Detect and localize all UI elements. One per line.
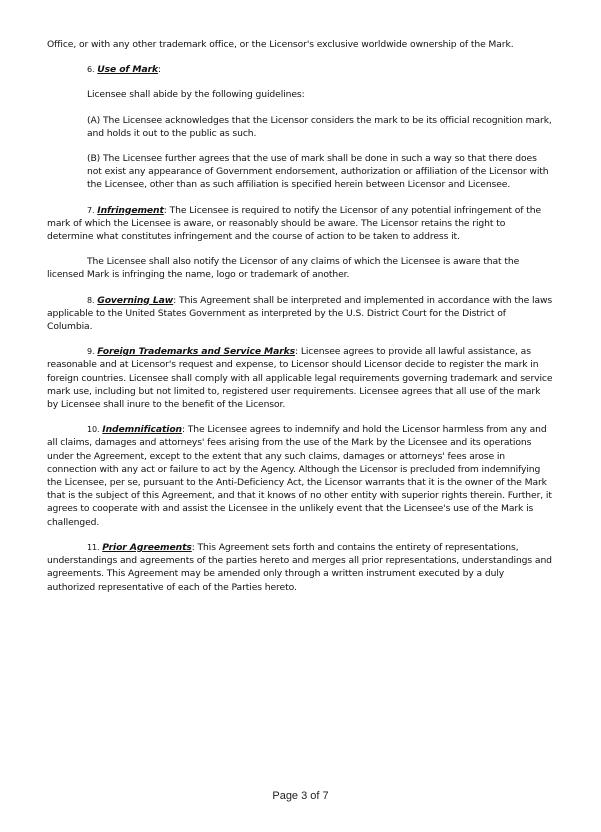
section-6-title: Use of Mark xyxy=(97,64,159,76)
section-6-number: 6. xyxy=(87,65,95,75)
section-7-text: : The Licensee is required to notify the Licensor of any potential infringement of the mark of which the Licensee is aware, or reasonably should be aware. The Licensor retains the right to determine what constitutes infringement and the course of action to be taken to address it. xyxy=(47,204,542,243)
section-9-number: 9. xyxy=(87,347,95,357)
section-6-item-a: (A) The Licensee acknowledges that the Licensor considers the mark to be its official recognition mark, and holds it out to the public as such. xyxy=(87,114,552,139)
section-6-intro: Licensee shall abide by the following guidelines: xyxy=(87,89,305,101)
document-body xyxy=(47,38,553,606)
section-11-title: Prior Agreements xyxy=(102,541,192,553)
section-7-number: 7. xyxy=(87,205,95,215)
section-10-paragraph xyxy=(47,423,553,529)
section-6-colon: : xyxy=(158,64,162,76)
section-11-paragraph xyxy=(47,541,553,594)
section-9-text: : Licensee agrees to provide all lawful assistance, as reasonable and at Licensor's request and expense, to Licensor should Licensor decide to register the mark in foreign countries. Licensee shall comply with all applicable legal requirements governing trademark and service mark use, including but not limited to, registered user requirements. Licensee agrees that all use of the mark by Licensee shall inure to the benefit of the Licensor. xyxy=(47,346,553,411)
section-10-title: Indemnification xyxy=(102,424,182,436)
section-6-heading xyxy=(47,63,553,76)
section-9-title: Foreign Trademarks and Service Marks xyxy=(97,346,296,358)
section-8-text: : This Agreement shall be interpreted and implemented in accordance with the laws applicable to the United States Government as interpreted by the U.S. District Court for the District of Columbia. xyxy=(47,294,553,333)
intro-continuation: Office, or with any other trademark office, or the Licensor's exclusive worldwide ownership of the Mark. xyxy=(47,39,514,50)
section-8-paragraph xyxy=(47,294,553,334)
section-11-number: 11. xyxy=(87,542,100,552)
section-10-text: : The Licensee agrees to indemnify and hold the Licensor harmless from any and all claims, damages and attorneys' fees arising from the use of the Mark by the Licensee and its operations under the Agreement, except to the extent that any such claims, damages or attorneys' fees arose in connection with any act or failure to act by the Agency. Although the Licensor is precluded from indemnifying the Licensee, per se, pursuant to the Anti-Deficiency Act, the Licensor warrants that it is the owner of the Mark that is the subject of this Agreement, and that it knows of no other entity with superior rights therein. Further, it agrees to cooperate with and assist the Licensee in the unlikely event that the Licensee's use of the Mark is challenged. xyxy=(47,424,552,528)
section-8-number: 8. xyxy=(87,295,95,305)
section-6-item-b: (B) The Licensee further agrees that the use of mark shall be done in such a way so that there does not exist any appearance of Government endorsement, authorization or affiliation of the Licensor with the Licensee, other than as such affiliation is specified herein between Licensor and Licensee. xyxy=(87,153,549,191)
section-10-number: 10. xyxy=(87,425,100,435)
section-11-text: : This Agreement sets forth and contains the entirety of representations, understandings and agreements of the parties hereto and merges all prior representations, understandings and agreements. This Agreement may be amended only through a written instrument executed by a duly authorized representative of each of the Parties hereto. xyxy=(47,541,552,593)
section-7-paragraph-2: The Licensee shall also notify the Licensor of any claims of which the Licensee is aware that the licensed Mark is infringing the name, logo or trademark of another. xyxy=(47,256,520,281)
page-number: Page 3 of 7 xyxy=(272,790,329,802)
section-9-paragraph xyxy=(47,345,553,411)
section-8-title: Governing Law xyxy=(97,294,174,306)
section-7-paragraph xyxy=(47,204,553,244)
section-7-title: Infringement xyxy=(97,204,164,216)
